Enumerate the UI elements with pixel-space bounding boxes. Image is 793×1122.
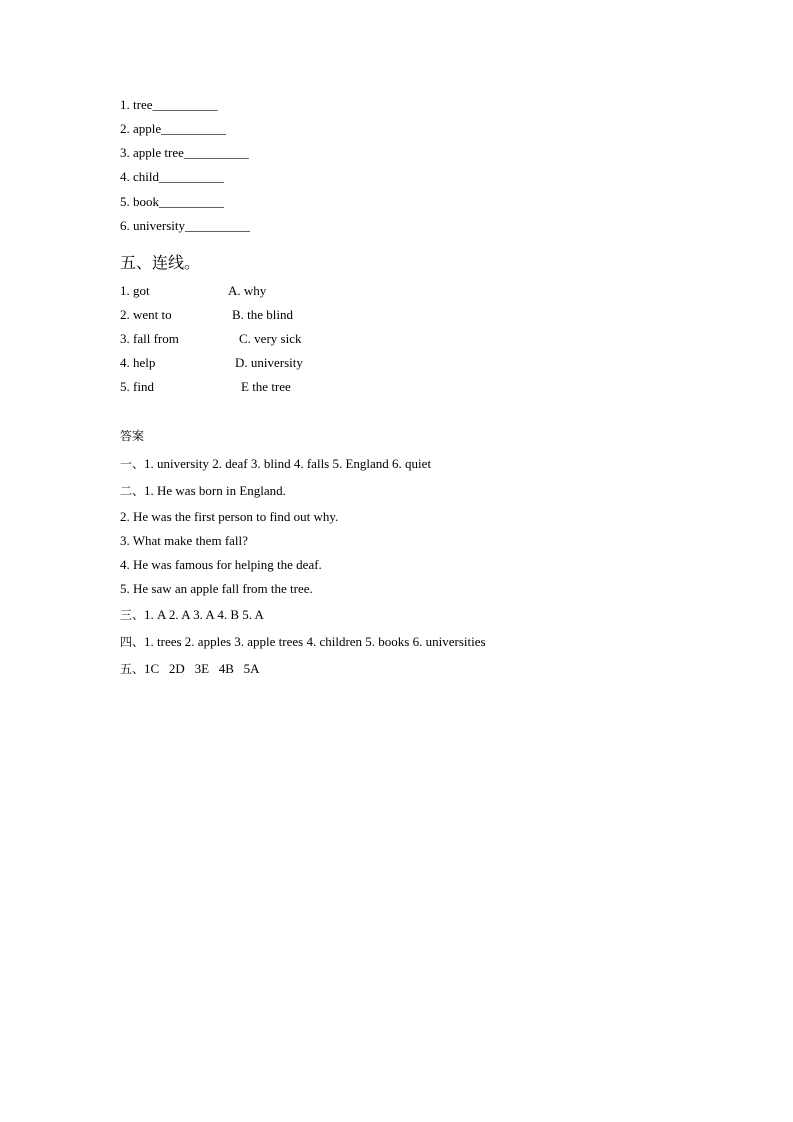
answer-section-2-line-2: 2. He was the first person to find out why. (120, 509, 339, 524)
answer-section-2-line-5: 5. He saw an apple fall from the tree. (120, 581, 313, 596)
answer-section-2-prefix: 二、 (120, 484, 145, 498)
answer-section-2-line-4: 4. He was famous for helping the deaf. (120, 557, 322, 572)
match-left-4: 4. help (120, 355, 156, 370)
match-right-c: C. very sick (239, 331, 302, 346)
match-left-1: 1. got (120, 283, 150, 298)
answer-section-4 (120, 634, 486, 650)
match-right-a: A. why (228, 283, 267, 298)
section-heading-matching: 五、连线。 (120, 253, 201, 272)
match-right-b: B. the blind (232, 307, 294, 322)
answers-heading: 答案 (120, 429, 145, 443)
exercise-item-4: 4. child__________ (120, 169, 224, 184)
exercise-item-6: 6. university__________ (120, 218, 250, 233)
answer-section-5 (120, 661, 260, 677)
answer-section-3-prefix: 三、 (120, 608, 145, 622)
answer-section-1-prefix: 一、 (120, 457, 145, 471)
exercise-item-2: 2. apple__________ (120, 121, 227, 136)
answer-section-3 (120, 607, 264, 623)
match-right-d: D. university (235, 355, 303, 370)
answer-section-2-line-3: 3. What make them fall? (120, 533, 248, 548)
answer-section-2 (120, 483, 286, 499)
match-left-5: 5. find (120, 379, 154, 394)
answer-section-5-text: 1C 2D 3E 4B 5A (144, 661, 260, 676)
answer-section-4-text: 1. trees 2. apples 3. apple trees 4. children 5. books 6. universities (144, 634, 486, 649)
answer-section-4-prefix: 四、 (120, 635, 145, 649)
exercise-item-5: 5. book__________ (120, 194, 224, 209)
answer-section-2-text: 1. He was born in England. (144, 483, 286, 498)
answer-section-1-text: 1. university 2. deaf 3. blind 4. falls 5. England 6. quiet (144, 456, 432, 471)
answer-section-5-prefix: 五、 (120, 662, 145, 676)
answer-section-3-text: 1. A 2. A 3. A 4. B 5. A (144, 607, 264, 622)
match-left-2: 2. went to (120, 307, 172, 322)
answer-section-1 (120, 456, 431, 472)
exercise-item-3: 3. apple tree__________ (120, 145, 249, 160)
match-right-e: E the tree (241, 379, 291, 394)
match-left-3: 3. fall from (120, 331, 179, 346)
exercise-item-1: 1. tree__________ (120, 97, 218, 112)
